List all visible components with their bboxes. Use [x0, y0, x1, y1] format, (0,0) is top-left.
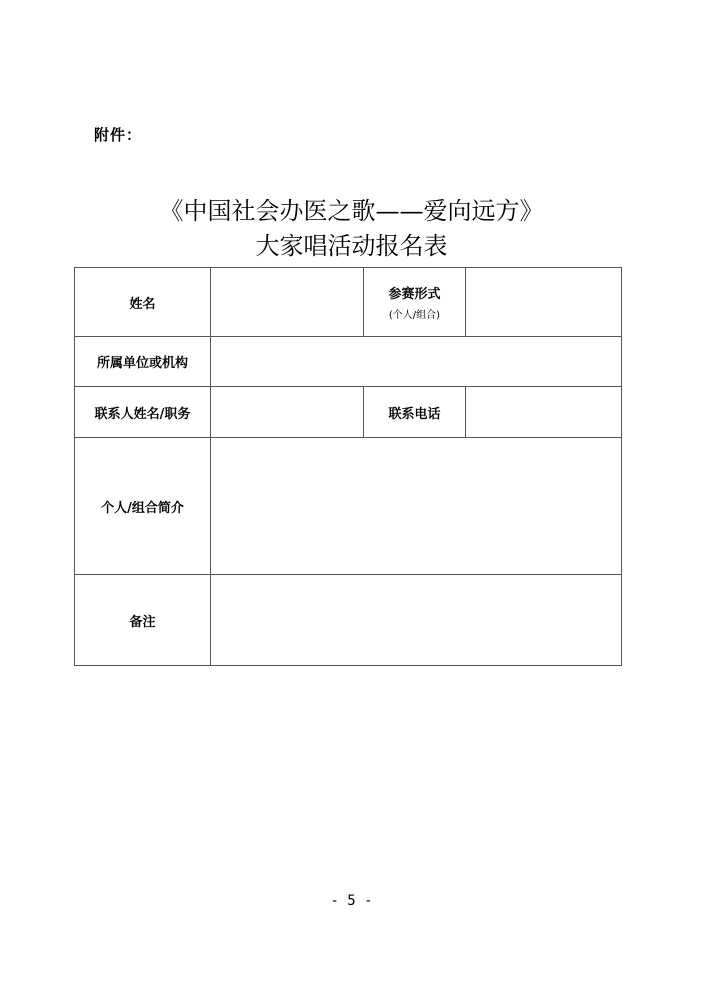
form-title-line-2: 大家唱活动报名表 — [255, 232, 448, 260]
registration-form-table — [74, 267, 622, 666]
table-row-intro — [75, 438, 622, 575]
participation-label-cell — [364, 268, 466, 337]
table-row-contact — [75, 387, 622, 438]
remarks-label: 备注 — [75, 575, 211, 666]
remarks-field[interactable] — [211, 575, 622, 666]
page-number: - 5 - — [330, 893, 373, 909]
participation-label: 参赛形式 — [388, 287, 441, 302]
intro-label: 个人/组合简介 — [75, 438, 211, 575]
table-row-remarks — [75, 575, 622, 666]
contact-name-field[interactable] — [211, 387, 364, 438]
attachment-label: 附件： — [94, 126, 143, 144]
contact-phone-label: 联系电话 — [364, 387, 466, 438]
contact-phone-field[interactable] — [466, 387, 622, 438]
name-label: 姓名 — [75, 268, 211, 337]
contact-name-label: 联系人姓名/职务 — [75, 387, 211, 438]
participation-field[interactable] — [466, 268, 622, 337]
table-row-name — [75, 268, 622, 337]
table-row-organization — [75, 337, 622, 387]
name-field[interactable] — [211, 268, 364, 337]
organization-label: 所属单位或机构 — [75, 337, 211, 387]
intro-field[interactable] — [211, 438, 622, 575]
form-title-line-1: 《中国社会办医之歌——爱向远方》 — [159, 197, 544, 225]
participation-sub-label: (个人/组合) — [388, 310, 441, 321]
organization-field[interactable] — [211, 337, 622, 387]
